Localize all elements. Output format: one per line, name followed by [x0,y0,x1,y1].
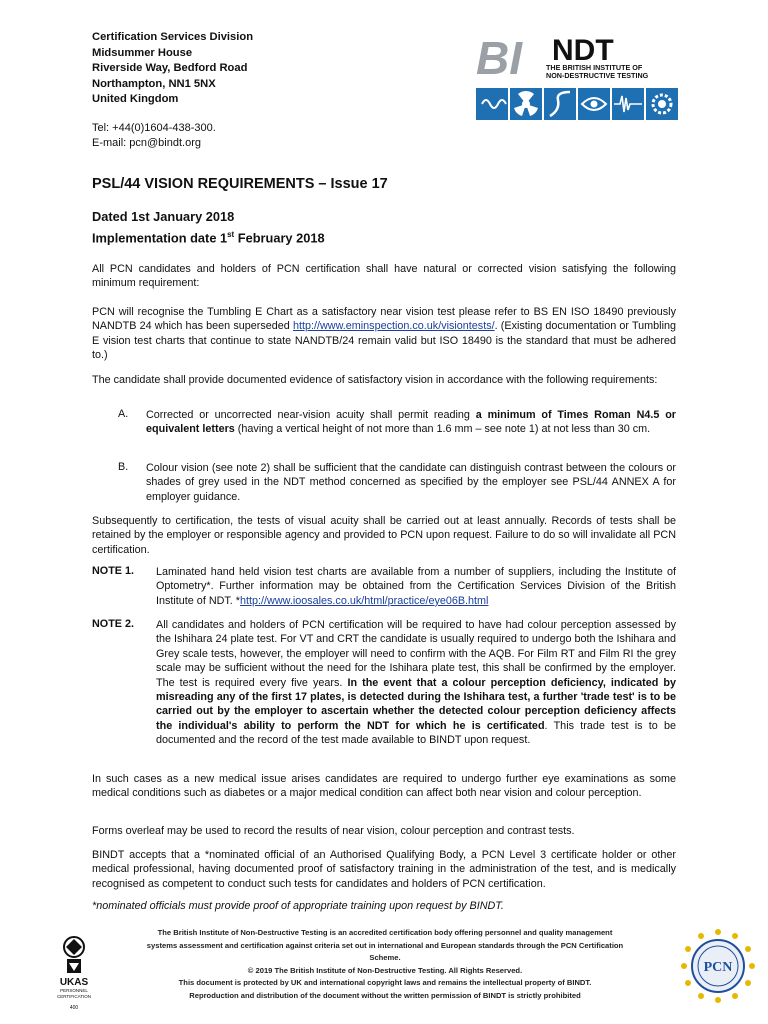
para3-text: The candidate shall provide documented evidence of satisfactory vision in accordance with the following requirements: [92,374,658,386]
ukas-text: UKAS [59,977,89,988]
document-title: PSL/44 VISION REQUIREMENTS – Issue 17 [92,176,388,192]
footer-line: © 2019 The British Institute of Non-Destructive Testing. All Rights Reserved. [247,965,523,975]
item-a-bold: a minimum of Times Roman N4.5 or equivalent letters [146,409,677,436]
para6-text: Forms overleaf may be used to record the results of near vision, colour perception and contrast tests. [92,825,575,837]
address-line: Northampton, NN1 5NX [92,77,216,90]
address-line: Riverside Way, Bedford Road [92,62,248,74]
logo-line2: NON-DESTRUCTIVE TESTING [546,71,649,80]
item-a [146,408,676,437]
paragraph-intro [92,262,676,291]
footer-line: systems assessment and certification against criteria set out in international and European standards through the PCN Certification [146,940,624,950]
telephone: Tel: +44(0)1604-438-300. [92,122,216,134]
item-b-label: B. [118,461,129,473]
item-b-text: Colour vision (see note 2) shall be sufficient that the candidate can distinguish contrast between the colours or shades of grey used in the NDT method concerned as specified by the employer see PSL/44 ANNEX A for employer guidance. [146,462,676,503]
impl-sup: st [227,229,235,239]
item-b [146,461,676,504]
item-a-text: Corrected or uncorrected near-vision acuity shall permit reading [146,409,476,421]
para5-text: In such cases as a new medical issue arises candidates are required to undergo further eye examinations as some medical conditions such as diabetes or a major medical condition can affect both near vision and colour perception. [92,773,676,800]
address-line: Midsummer House [92,46,193,59]
logo-bi-text: BI [476,32,522,84]
date-block [92,208,325,246]
paragraph-annual [92,514,676,557]
pcn-text: PCN [703,960,733,975]
footer-line: Scheme. [369,953,401,962]
ukas-sub2: CERTIFICATION [56,994,92,999]
paragraph-footnote [92,899,676,913]
note2-label: NOTE 2. [92,618,134,630]
address-line: Certification Services Division [92,31,254,43]
item-a-text-b: (having a vertical height of not more than 1.6 mm – see note 1) at not less than 30 cm. [234,423,651,436]
paragraph-medical [92,772,676,801]
footer-line: The British Institute of Non-Destructive Testing is an accredited certification body offering personnel and quality management [157,928,613,937]
note2-bold: In the event that a colour perception deficiency, indicated by misreading any of the first 17 plates, is detected during the Ishihara test, a further 'trade test' is to be carried out by the employer to ascertain whether the detected colour perception deficiency affects the individual's ability to perform the NDT for which he is certificated [156,676,676,732]
footer [90,927,680,1002]
bindt-logo [474,30,686,126]
contact-block [92,121,216,150]
ioosales-link[interactable]: http://www.ioosales.co.uk/html/practice/eye06B.html [240,594,489,607]
note1-text: Laminated hand held vision test charts are available from a number of suppliers, including the Institute of Optometry*. Further information may be obtained from the Certification Services Division of the British Institute of NDT. * [156,566,676,607]
address-line: United Kingdom [92,93,179,105]
logo-line1: THE BRITISH INSTITUTE OF [546,63,643,72]
paragraph-forms [92,824,676,838]
pcn-seal [678,926,758,1006]
logo-ndt-text: NDT [552,34,614,67]
footer-line: Reproduction and distribution of the document without the written permission of BINDT is strictly prohibited [189,990,581,1000]
note2 [156,618,676,748]
address-block [92,30,253,108]
note1 [156,565,676,608]
para2-text-b: . (Existing documentation or Tumbling E vision test charts that continue to state NANDTB/24 remain valid but ISO 18490 is the standard that must be adhered to.) [92,320,676,362]
para8-text: *nominated officials must provide proof of appropriate training upon request by BINDT. [92,900,504,912]
footer-line: This document is protected by UK and international copyright laws and remains the intellectual property of BINDT. [178,978,592,987]
para7-text: BINDT accepts that a *nominated official of an Authorised Qualifying Body, a PCN Level 3 certificate holder or other medical professional, having documented proof of satisfactory training in the administration of the test, and is medically recognised as competent to conduct such tests for candidates and holders of PCN certification. [92,849,676,890]
para2-text-a: PCN will recognise the Tumbling E Chart as a satisfactory near vision test please refer to BS EN ISO 18490 previously NANDTB 24 which has been superseded [92,306,676,333]
note2-text-b: . This trade test is to be documented and the record of the test made available to BINDT upon request. [156,719,676,747]
paragraph-evidence [92,373,676,387]
ukas-number: 400 [69,1005,79,1011]
paragraph-nominated [92,848,676,891]
ukas-logo [52,933,96,1013]
note1-label: NOTE 1. [92,565,134,577]
eminspection-link[interactable]: http://www.eminspection.co.uk/visiontests/ [292,320,495,333]
note2-text: All candidates and holders of PCN certification will be required to have had colour perception assessed by the Ishihara 24 plate test. For VT and CRT the candidate is usually required to undergo both the Ishihara and Grey scale tests, however, the employer will need to confirm with the AQB. For Film RT and Film RI the grey scale may be sufficient without the need for the Ishihara plate test, this shall be confirmed by the employer. The test is required every five years. [156,619,676,689]
item-a-label: A. [118,408,129,420]
email[interactable]: E-mail: pcn@bindt.org [92,136,201,149]
paragraph-tumbling-e [92,305,676,363]
ukas-sub1: PERSONNEL [60,988,88,993]
impl-suffix: February 2018 [234,229,325,245]
para-intro-text: All PCN candidates and holders of PCN certification shall have natural or corrected vision satisfying the following minimum requirement: [92,263,676,290]
logo-icon-row [476,88,678,120]
ultrasonic-icon [476,88,508,120]
impl-prefix: Implementation date 1 [92,229,228,245]
para4-text: Subsequently to certification, the tests of visual acuity shall be carried out at least annually. Records of tests shall be retained by the employer or responsible agency and provided to PCN upon request. Failure to do so will invalidate all PCN certification. [92,515,676,556]
dated-line: Dated 1st January 2018 [92,209,235,224]
implementation-line [92,226,325,247]
